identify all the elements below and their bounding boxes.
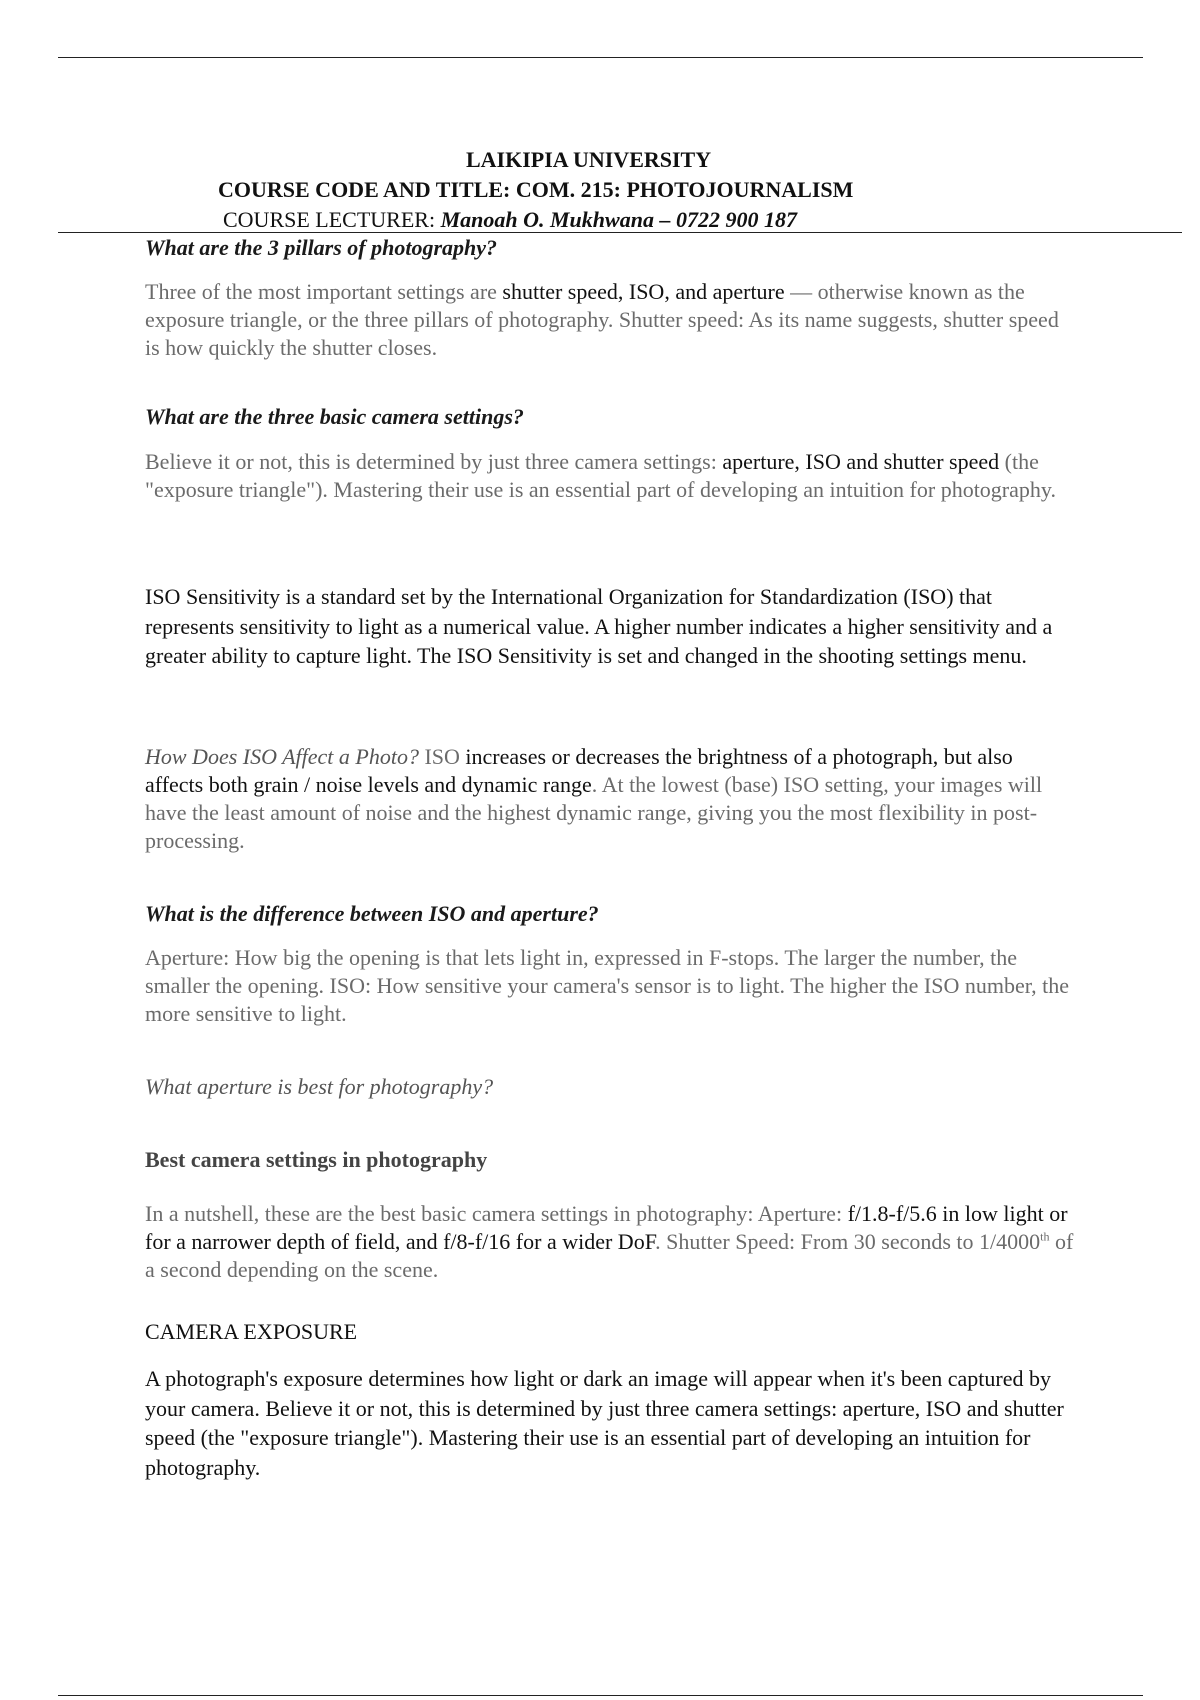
- paragraph: ISO Sensitivity is a standard set by the International Organization for Standardization (ISO) that represents sensitivity to light as a numerical value. A higher number indicates a higher sensitivity and a greater ability to capture light. The ISO Sensitivity is set and changed in the shooting settings menu.: [145, 584, 1053, 668]
- lecturer-name: Manoah O. Mukhwana – 0722 900 187: [440, 207, 797, 232]
- question-heading: What aperture is best for photography?: [145, 1074, 494, 1099]
- section-heading: Best camera settings in photography: [145, 1147, 488, 1172]
- question-heading: What is the difference between ISO and aperture?: [145, 901, 599, 926]
- paragraph: How Does ISO Affect a Photo? ISO increases or decreases the brightness of a photograph, but also affects both grain / noise levels and dynamic range. At the lowest (base) ISO setting, your images will have the least amount of noise and the highest dynamic range, giving you the most flexibility in post-processing.: [145, 744, 1043, 853]
- section-heading: CAMERA EXPOSURE: [145, 1319, 358, 1344]
- paragraph: In a nutshell, these are the best basic camera settings in photography: Aperture: f/1.8-f/5.6 in low light or for a narrower depth of field, and f/8-f/16 for a wider DoF. Shutter Speed: From 30 seconds to 1/4000th of a second depending on the scene.: [145, 1201, 1074, 1282]
- question-heading: What are the three basic camera settings?: [145, 404, 524, 429]
- paragraph: Believe it or not, this is determined by just three camera settings: aperture, ISO and shutter speed (the "exposure triangle"). Mastering their use is an essential part of developing an intuition for photography.: [145, 449, 1056, 502]
- paragraph: Aperture: How big the opening is that lets light in, expressed in F-stops. The larger the number, the smaller the opening. ISO: How sensitive your camera's sensor is to light. The higher the ISO number, the more sensitive to light.: [145, 945, 1070, 1026]
- paragraph: Three of the most important settings are shutter speed, ISO, and aperture — otherwise known as the exposure triangle, or the three pillars of photography. Shutter speed: As its name suggests, shutter speed is how quickly the shutter closes.: [145, 279, 1059, 360]
- top-rule: [58, 57, 1143, 58]
- course-lecturer: [223, 205, 797, 235]
- bottom-rule: [58, 1695, 1143, 1696]
- header-rule: [58, 232, 1182, 233]
- question-heading: What are the 3 pillars of photography?: [145, 235, 498, 260]
- paragraph: A photograph's exposure determines how light or dark an image will appear when it's been captured by your camera. Believe it or not, this is determined by just three camera settings: aperture, ISO and shutter speed (the "exposure triangle"). Mastering their use is an essential part of developing an intuition for photography.: [145, 1366, 1064, 1480]
- course-title: COURSE CODE AND TITLE: COM. 215: PHOTOJOURNALISM: [218, 177, 854, 202]
- university-name: LAIKIPIA UNIVERSITY: [466, 147, 712, 172]
- lecturer-label: COURSE LECTURER:: [223, 207, 441, 232]
